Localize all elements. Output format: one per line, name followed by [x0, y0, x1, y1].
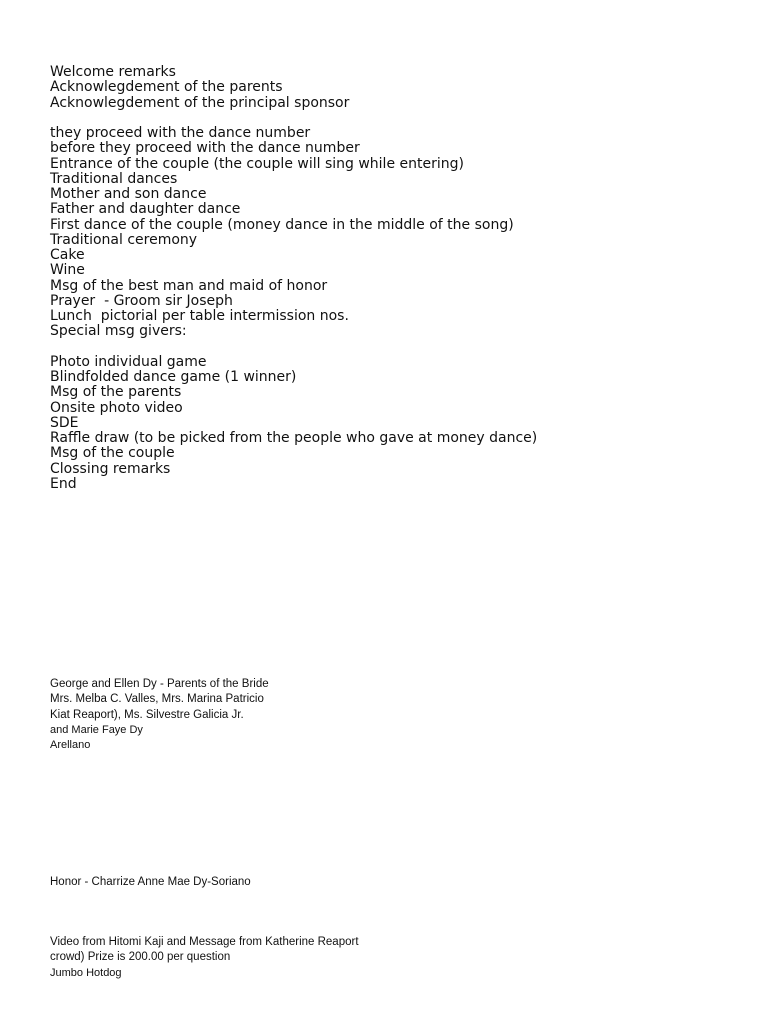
- program-item: Wine: [50, 262, 85, 279]
- program-item: before they proceed with the dance number: [50, 140, 360, 157]
- program-item: Blindfolded dance game (1 winner): [50, 369, 297, 385]
- program-item: Raffle draw (to be picked from the people who gave at money dance): [50, 430, 538, 446]
- program-item: Acknowlegdement of the principal sponsor: [50, 94, 350, 111]
- program-item: Msg of the couple: [50, 445, 175, 462]
- misc-notes: [50, 935, 650, 981]
- program-item: Msg of the parents: [50, 384, 182, 401]
- note-line: Video from Hitomi Kaji and Message from Katherine Reaport: [50, 936, 359, 948]
- note-line: Arellano: [50, 739, 91, 751]
- program-item: Traditional ceremony: [50, 231, 198, 248]
- note-line: and Marie Faye Dy: [50, 723, 143, 736]
- program-item: they proceed with the dance number: [50, 125, 311, 141]
- program-item: Photo individual game: [50, 353, 207, 370]
- program-item: Onsite photo video: [50, 399, 183, 416]
- program-item: First dance of the couple (money dance in the middle of the song): [50, 216, 514, 233]
- program-item: End: [50, 475, 77, 492]
- note-line: Mrs. Melba C. Valles, Mrs. Marina Patricio: [50, 693, 264, 706]
- sponsors-notes: [50, 677, 650, 753]
- program-item: Lunch pictorial per table intermission nos.: [50, 308, 349, 324]
- program-item: Prayer - Groom sir Joseph: [50, 292, 233, 309]
- note-line: George and Ellen Dy - Parents of the Bride: [50, 678, 269, 690]
- honor-note: [50, 875, 650, 890]
- program-item: Acknowlegdement of the parents: [50, 79, 283, 96]
- program-item: Msg of the best man and maid of honor: [50, 277, 328, 294]
- program-item: Clossing remarks: [50, 460, 171, 477]
- program-item: Mother and son dance: [50, 186, 207, 202]
- program-list: [50, 65, 740, 492]
- program-item: SDE: [50, 414, 79, 431]
- program-item: Entrance of the couple (the couple will sing while entering): [50, 155, 464, 172]
- note-line: Kiat Reaport), Ms. Silvestre Galicia Jr.: [50, 708, 244, 721]
- note-line: Jumbo Hotdog: [50, 966, 122, 979]
- blank-line: [50, 340, 740, 355]
- program-item: Traditional dances: [50, 170, 178, 187]
- blank-line: [50, 111, 740, 126]
- note-line: crowd) Prize is 200.00 per question: [50, 951, 231, 964]
- note-line: Honor - Charrize Anne Mae Dy-Soriano: [50, 876, 251, 888]
- program-item: Special msg givers:: [50, 323, 187, 340]
- program-item: Welcome remarks: [50, 64, 176, 80]
- program-item: Cake: [50, 247, 85, 263]
- program-item: Father and daughter dance: [50, 201, 241, 218]
